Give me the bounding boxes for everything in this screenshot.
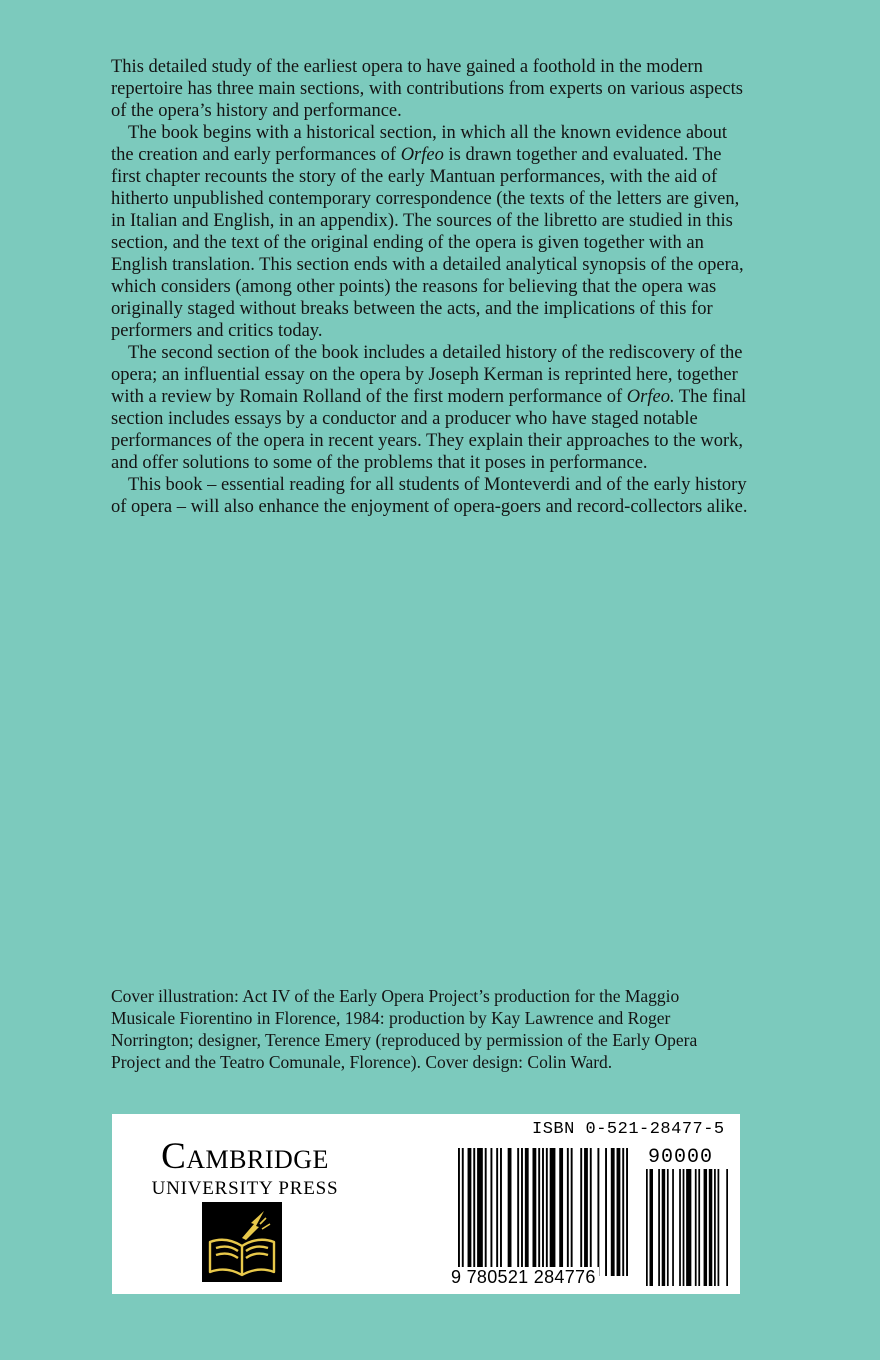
barcode-bar bbox=[559, 1148, 563, 1276]
barcode-bar bbox=[679, 1169, 681, 1286]
barcode-bar bbox=[646, 1169, 648, 1286]
barcode-bar bbox=[490, 1148, 492, 1276]
barcode-bar bbox=[698, 1169, 700, 1286]
barcode-bar bbox=[709, 1169, 712, 1286]
barcode-bar bbox=[611, 1148, 615, 1276]
barcode-bar bbox=[525, 1148, 529, 1276]
barcode-bar bbox=[672, 1169, 674, 1286]
price-addon-barcode bbox=[646, 1169, 728, 1286]
barcode-bar bbox=[571, 1148, 573, 1276]
barcode-bar bbox=[542, 1148, 544, 1276]
barcode-bar bbox=[458, 1148, 460, 1276]
blurb-paragraph-4: This book – essential reading for all students of Monteverdi and of the early history of opera – will also enhance the enjoyment of opera-goers and record-collectors alike. bbox=[111, 475, 748, 517]
publisher-name: Cambridge bbox=[161, 1136, 329, 1177]
barcode-bar bbox=[622, 1148, 624, 1276]
barcode-bar bbox=[508, 1148, 512, 1276]
barcode-bar bbox=[485, 1148, 487, 1276]
blurb-paragraph-1: This detailed study of the earliest opera to have gained a foothold in the modern repertoire has three main sections, with contributions from experts on various aspects of the opera’s history and performance. bbox=[111, 57, 743, 121]
price-code: 90000 bbox=[648, 1146, 714, 1169]
barcode-bar bbox=[704, 1169, 707, 1286]
publisher-wordmark bbox=[118, 1138, 372, 1200]
isbn-label: ISBN 0-521-28477-5 bbox=[532, 1120, 725, 1139]
barcode-bar bbox=[550, 1148, 556, 1276]
blurb-paragraph-3: The second section of the book includes a detailed history of the rediscovery of the opera; an influential essay on the opera by Joseph Kerman is reprinted here, together with a review by Romain Rolland of the first modern performance of Orfeo. The final section includes essays by a conductor and a producer who have staged notable performances of the opera in recent years. They explain their approaches to the work, and offer solutions to some of the problems that it poses in performance. bbox=[111, 343, 747, 473]
barcode-bar bbox=[626, 1148, 628, 1276]
barcode-bar bbox=[496, 1148, 498, 1276]
barcode-bar bbox=[468, 1148, 472, 1276]
barcode-bar bbox=[546, 1148, 548, 1276]
ean-barcode bbox=[458, 1148, 628, 1276]
opera-title: Orfeo bbox=[400, 145, 444, 165]
barcode-bar bbox=[473, 1148, 475, 1276]
barcode-bar bbox=[726, 1169, 728, 1286]
barcode-bar bbox=[662, 1169, 665, 1286]
barcode-bar bbox=[567, 1148, 569, 1276]
ean-digits: 9 780521 284776 bbox=[448, 1267, 599, 1288]
publisher-barcode-panel bbox=[112, 1114, 740, 1294]
opera-title: Orfeo. bbox=[626, 387, 675, 407]
barcode-bar bbox=[517, 1148, 519, 1276]
publisher-subname: UNIVERSITY PRESS bbox=[151, 1178, 339, 1199]
blurb-text bbox=[111, 56, 751, 518]
barcode-bar bbox=[617, 1148, 621, 1276]
barcode-bar bbox=[649, 1169, 652, 1286]
barcode-bar bbox=[695, 1169, 697, 1286]
barcode-bar bbox=[667, 1169, 669, 1286]
barcode-bar bbox=[597, 1148, 599, 1276]
barcode-bar bbox=[462, 1148, 464, 1276]
barcode-bar bbox=[477, 1148, 483, 1276]
barcode-bar bbox=[658, 1169, 660, 1286]
barcode-bar bbox=[521, 1148, 523, 1276]
barcode-bar bbox=[686, 1169, 691, 1286]
barcode-bar bbox=[500, 1148, 502, 1276]
barcode-bar bbox=[683, 1169, 685, 1286]
barcode-bar bbox=[538, 1148, 540, 1276]
blurb-paragraph-2: The book begins with a historical section, in which all the known evidence about the creation and early performances of Orfeo is drawn together and evaluated. The first chapter recounts the story of the early Mantuan performances, with the aid of hitherto unpublished contemporary correspondence (the texts of the letters are given, in Italian and English, in an appendix). The sources of the libretto are studied in this section, and the text of the original ending of the opera is given together with an English translation. This section ends with a detailed analytical synopsis of the opera, which considers (among other points) the reasons for believing that the opera was originally staged without breaks between the acts, and the implications of this for performers and critics today. bbox=[111, 123, 744, 341]
barcode-bar bbox=[718, 1169, 720, 1286]
barcode-bar bbox=[590, 1148, 592, 1276]
barcode-bar bbox=[580, 1148, 582, 1276]
barcode-bar bbox=[532, 1148, 536, 1276]
barcode-bar bbox=[605, 1148, 607, 1276]
cover-credit: Cover illustration: Act IV of the Early Opera Project’s production for the Maggio Musicale Fiorentino in Florence, 1984: production by Kay Lawrence and Roger Norrington; designer, Terence Emery (reproduced by permission of the Early Opera Project and the Teatro Comunale, Florence). Cover design: Colin Ward. bbox=[111, 986, 698, 1072]
barcode-bar bbox=[714, 1169, 716, 1286]
barcode-bar bbox=[584, 1148, 588, 1276]
open-book-lightning-icon bbox=[202, 1202, 282, 1282]
